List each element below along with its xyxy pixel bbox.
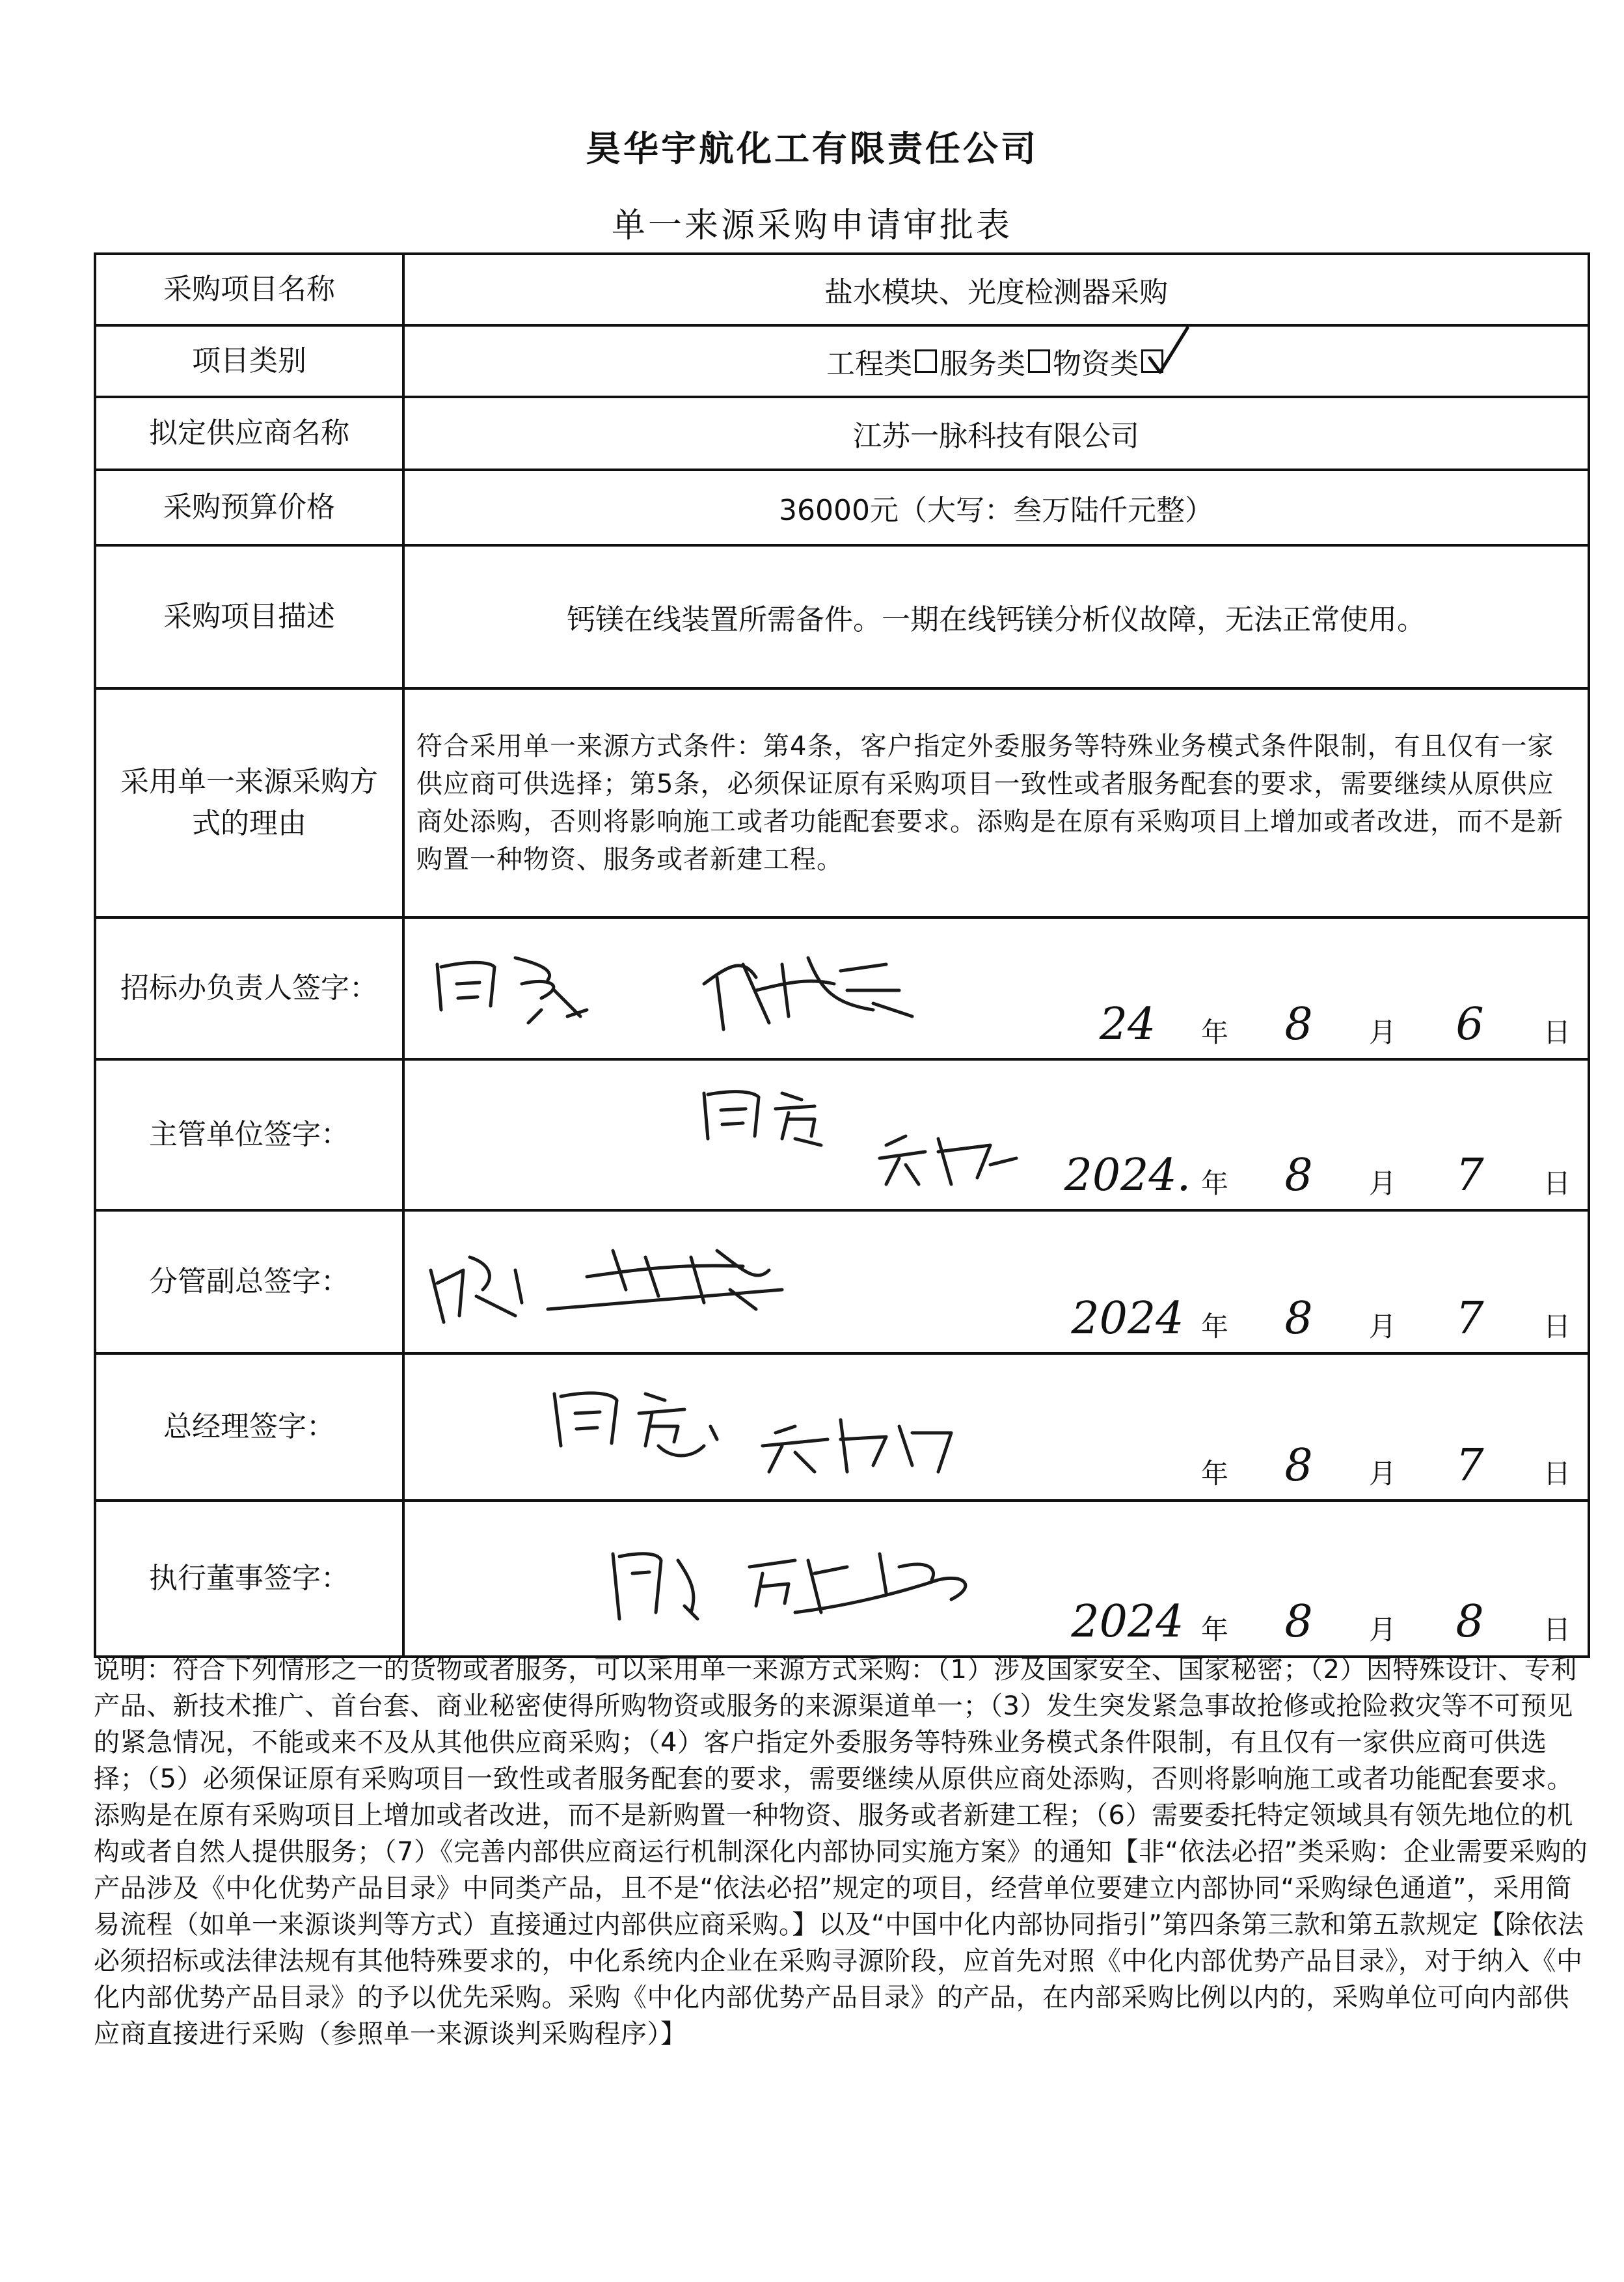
- row-sign-general-manager: [95, 1353, 1589, 1501]
- day-value: 7: [1455, 1150, 1484, 1201]
- row-category: [95, 325, 1589, 397]
- day-value: 7: [1455, 1440, 1484, 1491]
- sign-area-general-manager: [403, 1353, 1589, 1501]
- day-unit: 日: [1543, 1167, 1571, 1199]
- option-engineering: 工程类: [826, 347, 912, 381]
- year-value: 24: [1099, 999, 1156, 1050]
- row-description: [95, 545, 1589, 688]
- year-value: 2024.: [1064, 1150, 1191, 1201]
- value-budget: 36000元（大写：叁万陆仟元整）: [403, 470, 1589, 545]
- month-unit: 月: [1368, 1614, 1396, 1646]
- checkbox-engineering[interactable]: [915, 349, 937, 373]
- row-sign-vice-president: [95, 1210, 1589, 1353]
- sign-area-bidding-office: [403, 917, 1589, 1059]
- handwritten-signature: [418, 938, 951, 1036]
- value-description: 钙镁在线装置所需备件。一期在线钙镁分析仪故障，无法正常使用。: [403, 545, 1589, 688]
- month-value: 8: [1284, 999, 1313, 1050]
- date-bidding-office: [1059, 999, 1576, 1050]
- checkbox-service[interactable]: [1028, 349, 1050, 373]
- label-supplier: 拟定供应商名称: [95, 397, 403, 470]
- row-sign-department: [95, 1059, 1589, 1210]
- row-project-name: [95, 254, 1589, 325]
- check-mark-icon: [1146, 325, 1191, 377]
- date-department: [1059, 1150, 1576, 1201]
- label-category: 项目类别: [95, 325, 403, 397]
- value-category: [403, 325, 1589, 397]
- label-description: 采购项目描述: [95, 545, 403, 688]
- company-name: 昊华宇航化工有限责任公司: [586, 128, 1038, 169]
- month-value: 8: [1284, 1293, 1313, 1344]
- label-sign-vice-president: 分管副总签字：: [95, 1210, 403, 1353]
- option-material: 物资类: [1053, 347, 1139, 381]
- year-unit: 年: [1200, 1311, 1228, 1342]
- date-general-manager: [1059, 1440, 1576, 1491]
- option-service: 服务类: [940, 347, 1025, 381]
- handwritten-signature: [691, 1074, 1029, 1191]
- label-sign-executive-director: 执行董事签字：: [95, 1501, 403, 1657]
- label-sign-bidding-office: 招标办负责人签字：: [95, 917, 403, 1059]
- row-reason: [95, 688, 1589, 917]
- year-unit: 年: [1200, 1614, 1228, 1646]
- year-unit: 年: [1200, 1016, 1228, 1048]
- value-reason: 符合采用单一来源方式条件：第4条，客户指定外委服务等特殊业务模式条件限制，有且仅有一家供应商可供选择；第5条，必须保证原有采购项目一致性或者服务配套的要求，需要继续从原供应商处添购，否则将影响施工或者功能配套要求。添购是在原有采购项目上增加或者改进，而不是新购置一种物资、服务或者新建工程。: [403, 688, 1589, 917]
- day-value: 6: [1455, 999, 1484, 1050]
- value-supplier: 江苏一脉科技有限公司: [403, 397, 1589, 470]
- date-vice-president: [1059, 1293, 1576, 1344]
- day-unit: 日: [1543, 1614, 1571, 1646]
- date-executive-director: [1059, 1596, 1576, 1648]
- value-project-name: 盐水模块、光度检测器采购: [403, 254, 1589, 325]
- year-value: 2024: [1071, 1293, 1184, 1344]
- month-unit: 月: [1368, 1016, 1396, 1048]
- form-title: 单一来源采购申请审批表: [611, 206, 1012, 245]
- month-unit: 月: [1368, 1311, 1396, 1342]
- sign-area-executive-director: [403, 1501, 1589, 1657]
- row-supplier: [95, 397, 1589, 470]
- year-value: 2024: [1071, 1596, 1184, 1648]
- day-value: 7: [1455, 1293, 1484, 1344]
- day-unit: 日: [1543, 1458, 1571, 1489]
- handwritten-signature: [600, 1528, 1068, 1638]
- year-unit: 年: [1200, 1167, 1228, 1199]
- row-sign-bidding-office: [95, 917, 1589, 1059]
- label-budget: 采购预算价格: [95, 470, 403, 545]
- year-unit: 年: [1200, 1458, 1228, 1489]
- label-project-name: 采购项目名称: [95, 254, 403, 325]
- label-sign-department: 主管单位签字：: [95, 1059, 403, 1210]
- approval-table: [94, 252, 1590, 1658]
- sign-area-department: [403, 1059, 1589, 1210]
- month-unit: 月: [1368, 1458, 1396, 1489]
- month-unit: 月: [1368, 1167, 1396, 1199]
- month-value: 8: [1284, 1596, 1313, 1648]
- row-sign-executive-director: [95, 1501, 1589, 1657]
- footnote-explanation: 说明：符合下列情形之一的货物或者服务，可以采用单一来源方式采购：（1）涉及国家安全、国家秘密；（2）因特殊设计、专利产品、新技术推广、首台套、商业秘密使得所购物资或服务的来源渠道单一；（3）发生突发紧急事故抢修或抢险救灾等不可预见的紧急情况，不能或来不及从其他供应商采购；（4）客户指定外委服务等特殊业务模式条件限制，有且仅有一家供应商可供选择；（5）必须保证原有采购项目一致性或者服务配套的要求，需要继续从原供应商处添购，否则将影响施工或者功能配套要求。添购是在原有采购项目上增加或者改进，而不是新购置一种物资、服务或者新建工程；（6）需要委托特定领域具有领先地位的机构或者自然人提供服务；（7）《完善内部供应商运行机制深化内部协同实施方案》的通知【非“依法必招”类采购：企业需要采购的产品涉及《中化优势产品目录》中同类产品，且不是“依法必招”规定的项目，经营单位要建立内部协同“采购绿色通道”，采用简易流程（如单一来源谈判等方式）直接通过内部供应商采购。】以及“中国中化内部协同指引”第四条第三款和第五款规定【除依法必须招标或法律法规有其他特殊要求的，中化系统内企业在采购寻源阶段，应首先对照《中化内部优势产品目录》，对于纳入《中化内部优势产品目录》的予以优先采购。采购《中化内部优势产品目录》的产品，在内部采购比例以内的，采购单位可向内部供应商直接进行采购（参照单一来源谈判采购程序）】: [94, 1655, 1588, 2049]
- row-budget: [95, 470, 1589, 545]
- label-reason: 采用单一来源采购方式的理由: [95, 688, 403, 917]
- handwritten-signature: [535, 1374, 1003, 1485]
- day-unit: 日: [1543, 1016, 1571, 1048]
- label-sign-general-manager: 总经理签字：: [95, 1353, 403, 1501]
- month-value: 8: [1284, 1440, 1313, 1491]
- month-value: 8: [1284, 1150, 1313, 1201]
- handwritten-signature: [418, 1231, 951, 1335]
- sign-area-vice-president: [403, 1210, 1589, 1353]
- day-value: 8: [1455, 1596, 1484, 1648]
- day-unit: 日: [1543, 1311, 1571, 1342]
- checkbox-material[interactable]: [1141, 349, 1163, 373]
